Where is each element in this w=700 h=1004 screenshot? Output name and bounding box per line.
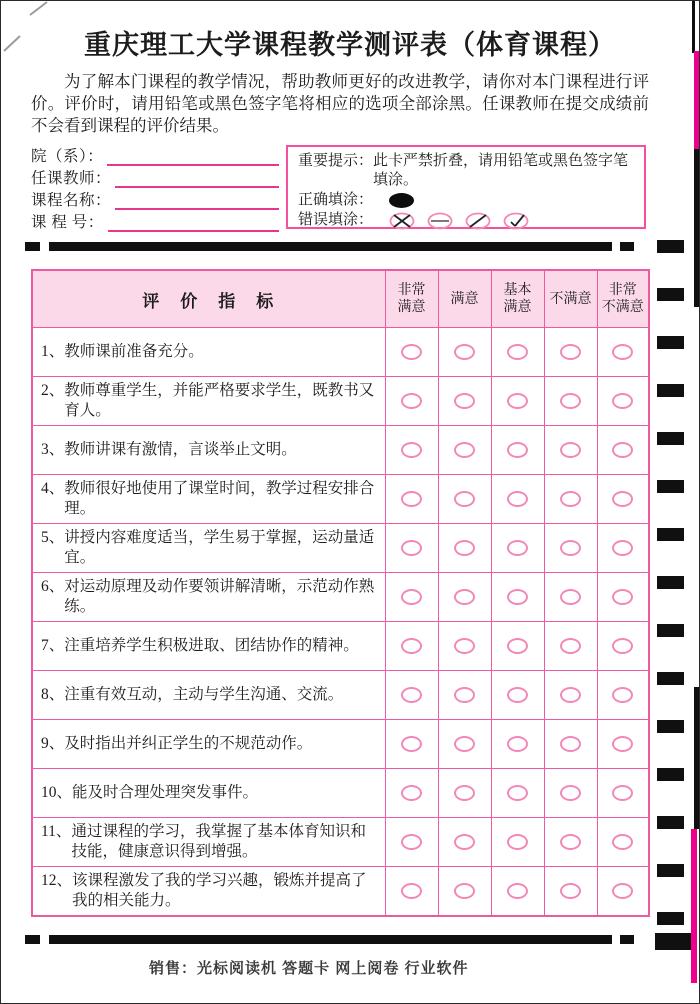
bubble-cell [544, 720, 597, 769]
answer-bubble[interactable] [507, 638, 528, 654]
bubble-cell [491, 671, 544, 720]
teacher-write-line[interactable] [115, 168, 279, 188]
answer-bubble[interactable] [454, 393, 475, 409]
criteria-column-header: 评 价 指 标 [32, 270, 385, 328]
bubble-cell [438, 377, 491, 426]
answer-bubble[interactable] [560, 736, 581, 752]
answer-bubble[interactable] [507, 736, 528, 752]
field-department [31, 145, 279, 166]
answer-bubble[interactable] [560, 540, 581, 556]
answer-bubble[interactable] [454, 638, 475, 654]
criteria-row [32, 426, 649, 475]
timing-bar-top [49, 242, 612, 251]
answer-bubble[interactable] [612, 785, 633, 801]
timing-bar-top-right-dash [620, 242, 634, 251]
answer-bubble[interactable] [401, 687, 422, 703]
bubble-cell [385, 377, 438, 426]
answer-bubble[interactable] [507, 344, 528, 360]
timing-mark [657, 816, 684, 829]
bubble-cell [491, 328, 544, 377]
bubble-cell [491, 867, 544, 916]
timing-mark [657, 384, 684, 397]
answer-bubble[interactable] [401, 638, 422, 654]
criteria-text: 7、 注重培养学生积极进取、团结协作的精神。 [32, 622, 385, 671]
bubble-cell [544, 867, 597, 916]
answer-bubble[interactable] [612, 344, 633, 360]
bubble-cell [544, 573, 597, 622]
field-label: 院（系）： [31, 148, 104, 165]
answer-bubble[interactable] [612, 491, 633, 507]
bubble-cell [438, 769, 491, 818]
timing-mark [657, 288, 684, 301]
bubble-cell [544, 524, 597, 573]
bubble-cell [544, 622, 597, 671]
answer-bubble[interactable] [401, 344, 422, 360]
bubble-cell [544, 328, 597, 377]
timing-mark [657, 672, 684, 685]
bubble-cell [438, 328, 491, 377]
bubble-cell [544, 671, 597, 720]
answer-bubble[interactable] [454, 344, 475, 360]
criteria-text: 5、 讲授内容难度适当，学生易于掌握，运动量适宜。 [32, 524, 385, 573]
field-label: 任课教师： [31, 170, 112, 187]
bubble-cell [491, 622, 544, 671]
field-course-number [31, 211, 279, 232]
bubble-cell [597, 720, 649, 769]
answer-bubble[interactable] [401, 736, 422, 752]
bubble-cell [385, 573, 438, 622]
answer-bubble[interactable] [560, 834, 581, 850]
bubble-cell [597, 622, 649, 671]
criteria-text: 4、 教师很好地使用了课堂时间，教学过程安排合理。 [32, 475, 385, 524]
field-teacher [31, 167, 279, 188]
answer-bubble[interactable] [454, 736, 475, 752]
criteria-row [32, 720, 649, 769]
option-column-header: 不满意 [544, 270, 597, 328]
notice-box [286, 145, 646, 229]
bubble-cell [438, 867, 491, 916]
criteria-text: 9、 及时指出并纠正学生的不规范动作。 [32, 720, 385, 769]
answer-bubble[interactable] [560, 785, 581, 801]
criteria-text: 10、 能及时合理处理突发事件。 [32, 769, 385, 818]
timing-mark [657, 480, 684, 493]
footer-text: 销售：光标阅读机 答题卡 网上阅卷 行业软件 [149, 960, 469, 977]
edge-artifact-magenta-upper [694, 51, 700, 149]
answer-bubble[interactable] [612, 883, 633, 899]
criteria-row [32, 622, 649, 671]
option-column-header: 非常 不满意 [597, 270, 649, 328]
intro-paragraph: 为了解本门课程的教学情况，帮助教师更好的改进教学，请你对本门课程进行评价。评价时，请用铅笔或黑色签字笔将相应的选项全部涂黑。任课教师在提交成绩前不会看到课程的评价结果。 [31, 72, 649, 135]
bubble-cell [597, 818, 649, 867]
criteria-row [32, 671, 649, 720]
answer-bubble[interactable] [507, 442, 528, 458]
timing-bar-bottom [49, 935, 612, 944]
answer-bubble[interactable] [612, 393, 633, 409]
timing-mark [657, 432, 684, 445]
option-column-header: 非常 满意 [385, 270, 438, 328]
bubble-cell [491, 573, 544, 622]
field-course-name [31, 189, 279, 210]
bubble-cell [597, 328, 649, 377]
answer-bubble[interactable] [507, 393, 528, 409]
bubble-cell [544, 818, 597, 867]
answer-bubble[interactable] [560, 344, 581, 360]
answer-bubble[interactable] [454, 442, 475, 458]
timing-bar-top-left-dash [25, 242, 40, 251]
bubble-cell [385, 328, 438, 377]
bubble-cell [597, 867, 649, 916]
wrong-fill-example-cross-icon [389, 212, 415, 230]
criteria-row [32, 328, 649, 377]
bubble-cell [438, 622, 491, 671]
bubble-cell [438, 573, 491, 622]
bubble-cell [385, 867, 438, 916]
bubble-cell [385, 818, 438, 867]
field-label: 课 程 号： [31, 214, 104, 231]
answer-bubble[interactable] [612, 687, 633, 703]
timing-mark [657, 240, 684, 253]
bubble-cell [438, 426, 491, 475]
timing-mark [657, 720, 684, 733]
bubble-cell [438, 818, 491, 867]
course-name-write-line[interactable] [115, 190, 279, 210]
answer-bubble[interactable] [507, 589, 528, 605]
bubble-cell [597, 377, 649, 426]
answer-bubble[interactable] [507, 540, 528, 556]
table-header-row [32, 270, 649, 328]
bubble-cell [491, 426, 544, 475]
bubble-cell [491, 720, 544, 769]
bubble-cell [438, 475, 491, 524]
info-fields [31, 145, 279, 233]
answer-bubble[interactable] [612, 736, 633, 752]
page-title: 重庆理工大学课程教学测评表（体育课程） [84, 30, 616, 60]
answer-bubble[interactable] [612, 540, 633, 556]
timing-mark [657, 864, 684, 877]
bubble-cell [438, 720, 491, 769]
answer-bubble[interactable] [401, 883, 422, 899]
answer-bubble[interactable] [560, 638, 581, 654]
edge-artifact-black-top [692, 1, 695, 53]
answer-bubble[interactable] [612, 834, 633, 850]
bubble-cell [491, 524, 544, 573]
bubble-cell [491, 475, 544, 524]
bubble-cell [491, 377, 544, 426]
option-column-header: 满意 [438, 270, 491, 328]
timing-bar-bottom-right-dash [620, 935, 634, 944]
timing-mark [657, 768, 684, 781]
answer-bubble[interactable] [560, 491, 581, 507]
answer-bubble[interactable] [401, 540, 422, 556]
course-number-write-line[interactable] [108, 212, 279, 232]
bubble-cell [544, 475, 597, 524]
bubble-cell [597, 769, 649, 818]
criteria-text: 1、 教师课前准备充分。 [32, 328, 385, 377]
timing-mark [657, 576, 684, 589]
timing-mark [657, 528, 684, 541]
bubble-cell [385, 524, 438, 573]
answer-bubble[interactable] [454, 540, 475, 556]
bubble-cell [491, 818, 544, 867]
wrong-fill-example-dash-icon [427, 212, 453, 230]
wrong-fill-label: 错误填涂： [298, 212, 374, 228]
criteria-row [32, 475, 649, 524]
wrong-fill-examples [389, 212, 529, 230]
criteria-row [32, 867, 649, 916]
answer-bubble[interactable] [560, 393, 581, 409]
answer-bubble[interactable] [401, 589, 422, 605]
answer-bubble[interactable] [401, 834, 422, 850]
criteria-text: 8、 注重有效互动，主动与学生沟通、交流。 [32, 671, 385, 720]
edge-artifact-black-lower [694, 687, 700, 829]
answer-bubble[interactable] [454, 785, 475, 801]
bubble-cell [597, 426, 649, 475]
notice-text: 此卡严禁折叠，请用铅笔或黑色签字笔填涂。 [373, 153, 629, 188]
answer-bubble[interactable] [560, 442, 581, 458]
bubble-cell [544, 377, 597, 426]
wrong-fill-example-check-icon [503, 212, 529, 230]
criteria-row [32, 524, 649, 573]
criteria-text: 3、 教师讲课有激情，言谈举止文明。 [32, 426, 385, 475]
criteria-row [32, 377, 649, 426]
bubble-cell [385, 622, 438, 671]
bubble-cell [491, 769, 544, 818]
bubble-cell [385, 671, 438, 720]
answer-bubble[interactable] [401, 442, 422, 458]
criteria-text: 6、 对运动原理及动作要领讲解清晰，示范动作熟练。 [32, 573, 385, 622]
bubble-cell [438, 524, 491, 573]
answer-bubble[interactable] [454, 834, 475, 850]
answer-bubble[interactable] [401, 393, 422, 409]
answer-bubble[interactable] [507, 687, 528, 703]
edge-artifact-black-upper [694, 149, 700, 307]
edge-artifact-magenta-lower [691, 829, 697, 983]
answer-bubble[interactable] [454, 883, 475, 899]
answer-bubble[interactable] [507, 834, 528, 850]
bubble-cell [597, 475, 649, 524]
criteria-text: 2、 教师尊重学生，并能严格要求学生，既教书又育人。 [32, 377, 385, 426]
bubble-cell [597, 524, 649, 573]
evaluation-table [31, 269, 650, 917]
bubble-cell [544, 426, 597, 475]
answer-bubble[interactable] [560, 883, 581, 899]
bubble-cell [438, 671, 491, 720]
criteria-text: 11、 通过课程的学习，我掌握了基本体育知识和技能，健康意识得到增强。 [32, 818, 385, 867]
timing-bar-bottom-left-dash [25, 935, 40, 944]
correct-fill-label: 正确填涂： [298, 192, 374, 208]
answer-bubble[interactable] [507, 785, 528, 801]
answer-bubble[interactable] [612, 638, 633, 654]
answer-bubble[interactable] [560, 687, 581, 703]
option-column-header: 基本 满意 [491, 270, 544, 328]
timing-mark [657, 624, 684, 637]
answer-bubble[interactable] [560, 589, 581, 605]
field-label: 课程名称： [31, 192, 112, 209]
timing-block-bottom-right [655, 933, 691, 950]
answer-bubble[interactable] [507, 883, 528, 899]
criteria-text: 12、 该课程激发了我的学习兴趣，锻炼并提高了我的相关能力。 [32, 867, 385, 916]
answer-bubble[interactable] [401, 491, 422, 507]
bubble-cell [597, 671, 649, 720]
answer-bubble[interactable] [612, 442, 633, 458]
bubble-cell [385, 720, 438, 769]
timing-mark [657, 912, 684, 925]
answer-bubble[interactable] [454, 589, 475, 605]
answer-bubble[interactable] [454, 687, 475, 703]
answer-bubble[interactable] [507, 491, 528, 507]
criteria-row [32, 769, 649, 818]
answer-bubble[interactable] [401, 785, 422, 801]
criteria-row [32, 573, 649, 622]
criteria-table-body [32, 328, 649, 916]
bubble-cell [597, 573, 649, 622]
notice-label: 重要提示： [298, 153, 374, 169]
answer-bubble[interactable] [454, 491, 475, 507]
department-write-line[interactable] [107, 146, 279, 166]
bubble-cell [544, 769, 597, 818]
bubble-cell [385, 769, 438, 818]
timing-mark [657, 336, 684, 349]
bubble-cell [385, 475, 438, 524]
criteria-row [32, 818, 649, 867]
wrong-fill-example-slash-icon [465, 212, 491, 230]
answer-bubble[interactable] [612, 589, 633, 605]
bubble-cell [385, 426, 438, 475]
correct-fill-example-bubble [389, 193, 414, 208]
